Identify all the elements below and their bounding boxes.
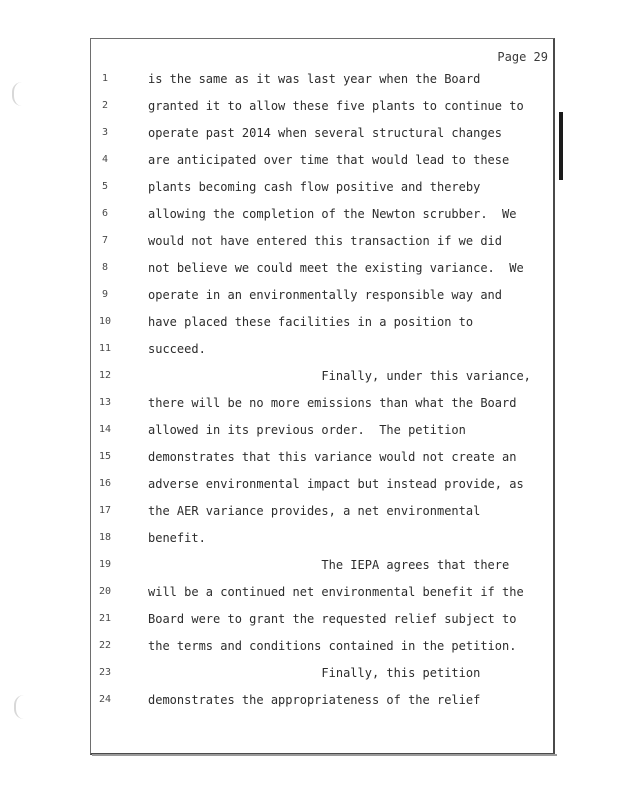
line-number: 9 <box>101 289 109 300</box>
line-number: 22 <box>98 640 112 651</box>
line-number: 1 <box>101 73 109 84</box>
line-text: not believe we could meet the existing variance. We <box>148 261 524 275</box>
transcript-line <box>92 474 547 494</box>
transcript-line <box>92 96 547 116</box>
transcript-line <box>92 339 547 359</box>
line-number: 24 <box>98 694 112 705</box>
transcript-line <box>92 690 547 710</box>
line-text: demonstrates that this variance would not create an <box>148 450 517 464</box>
line-text: will be a continued net environmental benefit if the <box>148 585 524 599</box>
line-text: have placed these facilities in a position to <box>148 315 474 329</box>
transcript-line <box>92 636 547 656</box>
line-number: 15 <box>98 451 112 462</box>
line-text: succeed. <box>148 342 206 356</box>
line-text: are anticipated over time that would lead to these <box>148 153 510 167</box>
transcript-line <box>92 366 547 386</box>
line-number: 18 <box>98 532 112 543</box>
line-number: 13 <box>98 397 112 408</box>
transcript-line <box>92 447 547 467</box>
transcript-line <box>92 177 547 197</box>
margin-revision-bar <box>559 112 563 180</box>
line-number: 17 <box>98 505 112 516</box>
line-number: 19 <box>98 559 112 570</box>
line-number: 5 <box>101 181 109 192</box>
line-text: The IEPA agrees that there <box>148 558 510 572</box>
line-number: 2 <box>101 100 109 111</box>
transcript-line <box>92 555 547 575</box>
transcript-line <box>92 231 547 251</box>
line-number: 14 <box>98 424 112 435</box>
transcript-line <box>92 204 547 224</box>
line-number: 12 <box>98 370 112 381</box>
line-text: granted it to allow these five plants to continue to <box>148 99 524 113</box>
transcript-line <box>92 528 547 548</box>
transcript-line <box>92 582 547 602</box>
line-number: 7 <box>101 235 109 246</box>
transcript-line <box>92 663 547 683</box>
line-number: 21 <box>98 613 112 624</box>
line-text: operate past 2014 when several structural changes <box>148 126 503 140</box>
line-text: the AER variance provides, a net environmental <box>148 504 481 518</box>
line-number: 20 <box>98 586 112 597</box>
line-text: allowing the completion of the Newton scrubber. We <box>148 207 517 221</box>
punch-mark-bottom <box>14 695 24 719</box>
punch-mark-top <box>12 82 22 106</box>
transcript-line <box>92 258 547 278</box>
line-text: allowed in its previous order. The petition <box>148 423 466 437</box>
line-text: benefit. <box>148 531 206 545</box>
line-number: 4 <box>101 154 109 165</box>
line-text: demonstrates the appropriateness of the relief <box>148 693 481 707</box>
page-number: Page 29 <box>497 50 548 64</box>
transcript-line <box>92 420 547 440</box>
line-number: 3 <box>101 127 109 138</box>
line-number: 6 <box>101 208 109 219</box>
line-text: there will be no more emissions than what the Board <box>148 396 517 410</box>
line-number: 10 <box>98 316 112 327</box>
transcript-line <box>92 609 547 629</box>
transcript-line <box>92 123 547 143</box>
transcript-line <box>92 501 547 521</box>
bottom-rule <box>92 754 557 756</box>
line-text: operate in an environmentally responsible way and <box>148 288 503 302</box>
line-text: would not have entered this transaction if we did <box>148 234 503 248</box>
line-text: adverse environmental impact but instead provide, as <box>148 477 524 491</box>
line-number: 16 <box>98 478 112 489</box>
transcript-line <box>92 150 547 170</box>
line-number: 8 <box>101 262 109 273</box>
line-text: the terms and conditions contained in the petition. <box>148 639 517 653</box>
transcript-line <box>92 285 547 305</box>
line-text: Board were to grant the requested relief subject to <box>148 612 517 626</box>
line-number: 23 <box>98 667 112 678</box>
transcript-line <box>92 69 547 89</box>
line-text: is the same as it was last year when the Board <box>148 72 481 86</box>
line-text: plants becoming cash flow positive and thereby <box>148 180 481 194</box>
line-text: Finally, this petition <box>148 666 481 680</box>
transcript-line <box>92 393 547 413</box>
line-text: Finally, under this variance, <box>148 369 531 383</box>
line-number: 11 <box>98 343 112 354</box>
transcript-line <box>92 312 547 332</box>
